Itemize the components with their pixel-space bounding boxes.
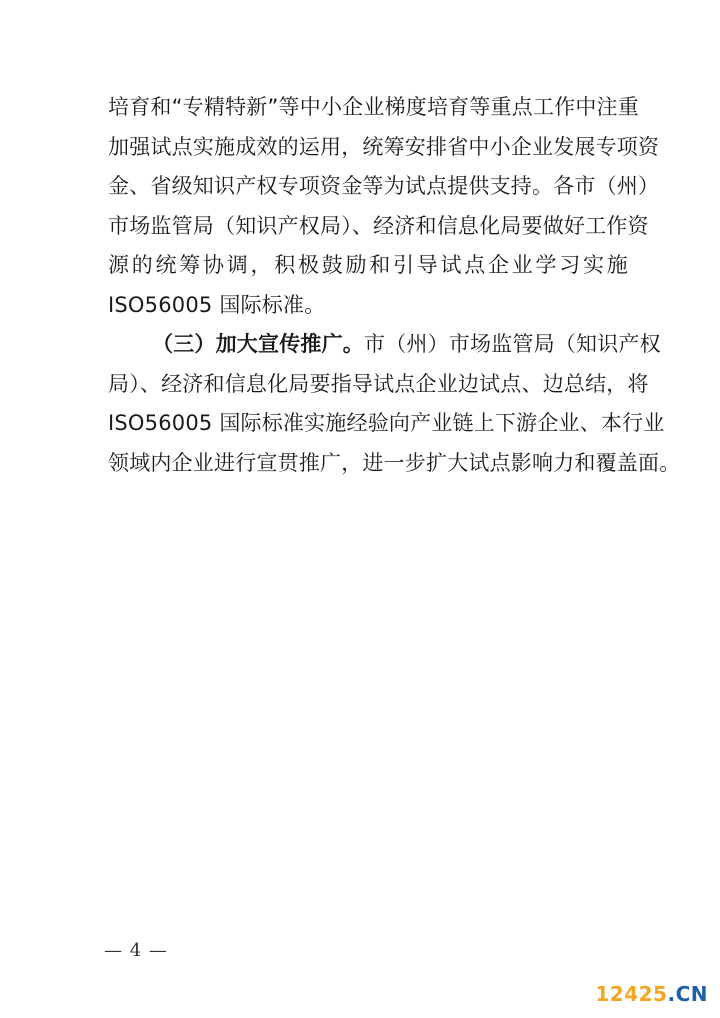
paragraph-1-line: 金、省级知识产权专项资金等为试点提供支持。各市（州） — [108, 174, 660, 198]
page-number: — 4 — — [104, 940, 168, 961]
section-heading: （三）加大宣传推广。 — [152, 332, 364, 356]
watermark-suffix: CN — [675, 982, 708, 1006]
paragraph-1-line: 市场监管局（知识产权局）、经济和信息化局要做好工作资 — [108, 213, 649, 238]
paragraph-2-line: 局）、经济和信息化局要指导试点企业边试点、边总结，将 — [108, 371, 649, 396]
paragraph-2-first-line-text: 市（州）市场监管局（知识产权 — [364, 332, 661, 356]
paragraph-2-first-line — [108, 325, 661, 365]
paragraph-1-line: 培育和“专精特新”等中小企业梯度培育等重点工作中注重 — [108, 95, 639, 119]
watermark-number: 12425 — [595, 982, 668, 1006]
paragraph-2-line: ISO56005 国际标准实施经验向产业链上下游企业、本行业 — [108, 411, 665, 435]
paragraph-1-line: 加强试点实施成效的运用，统筹安排省中小企业发展专项资 — [108, 134, 660, 159]
site-watermark — [595, 982, 708, 1006]
paragraph-1 — [108, 88, 660, 325]
watermark-dot: . — [667, 982, 676, 1006]
paragraph-1-line: ISO56005 国际标准。 — [108, 292, 326, 317]
paragraph-2-line: 领域内企业进行宣贯推广，进一步扩大试点影响力和覆盖面。 — [108, 450, 681, 475]
paragraph-1-line: 源的统筹协调，积极鼓励和引导试点企业学习实施 — [108, 253, 628, 277]
paragraph-2 — [108, 325, 681, 483]
